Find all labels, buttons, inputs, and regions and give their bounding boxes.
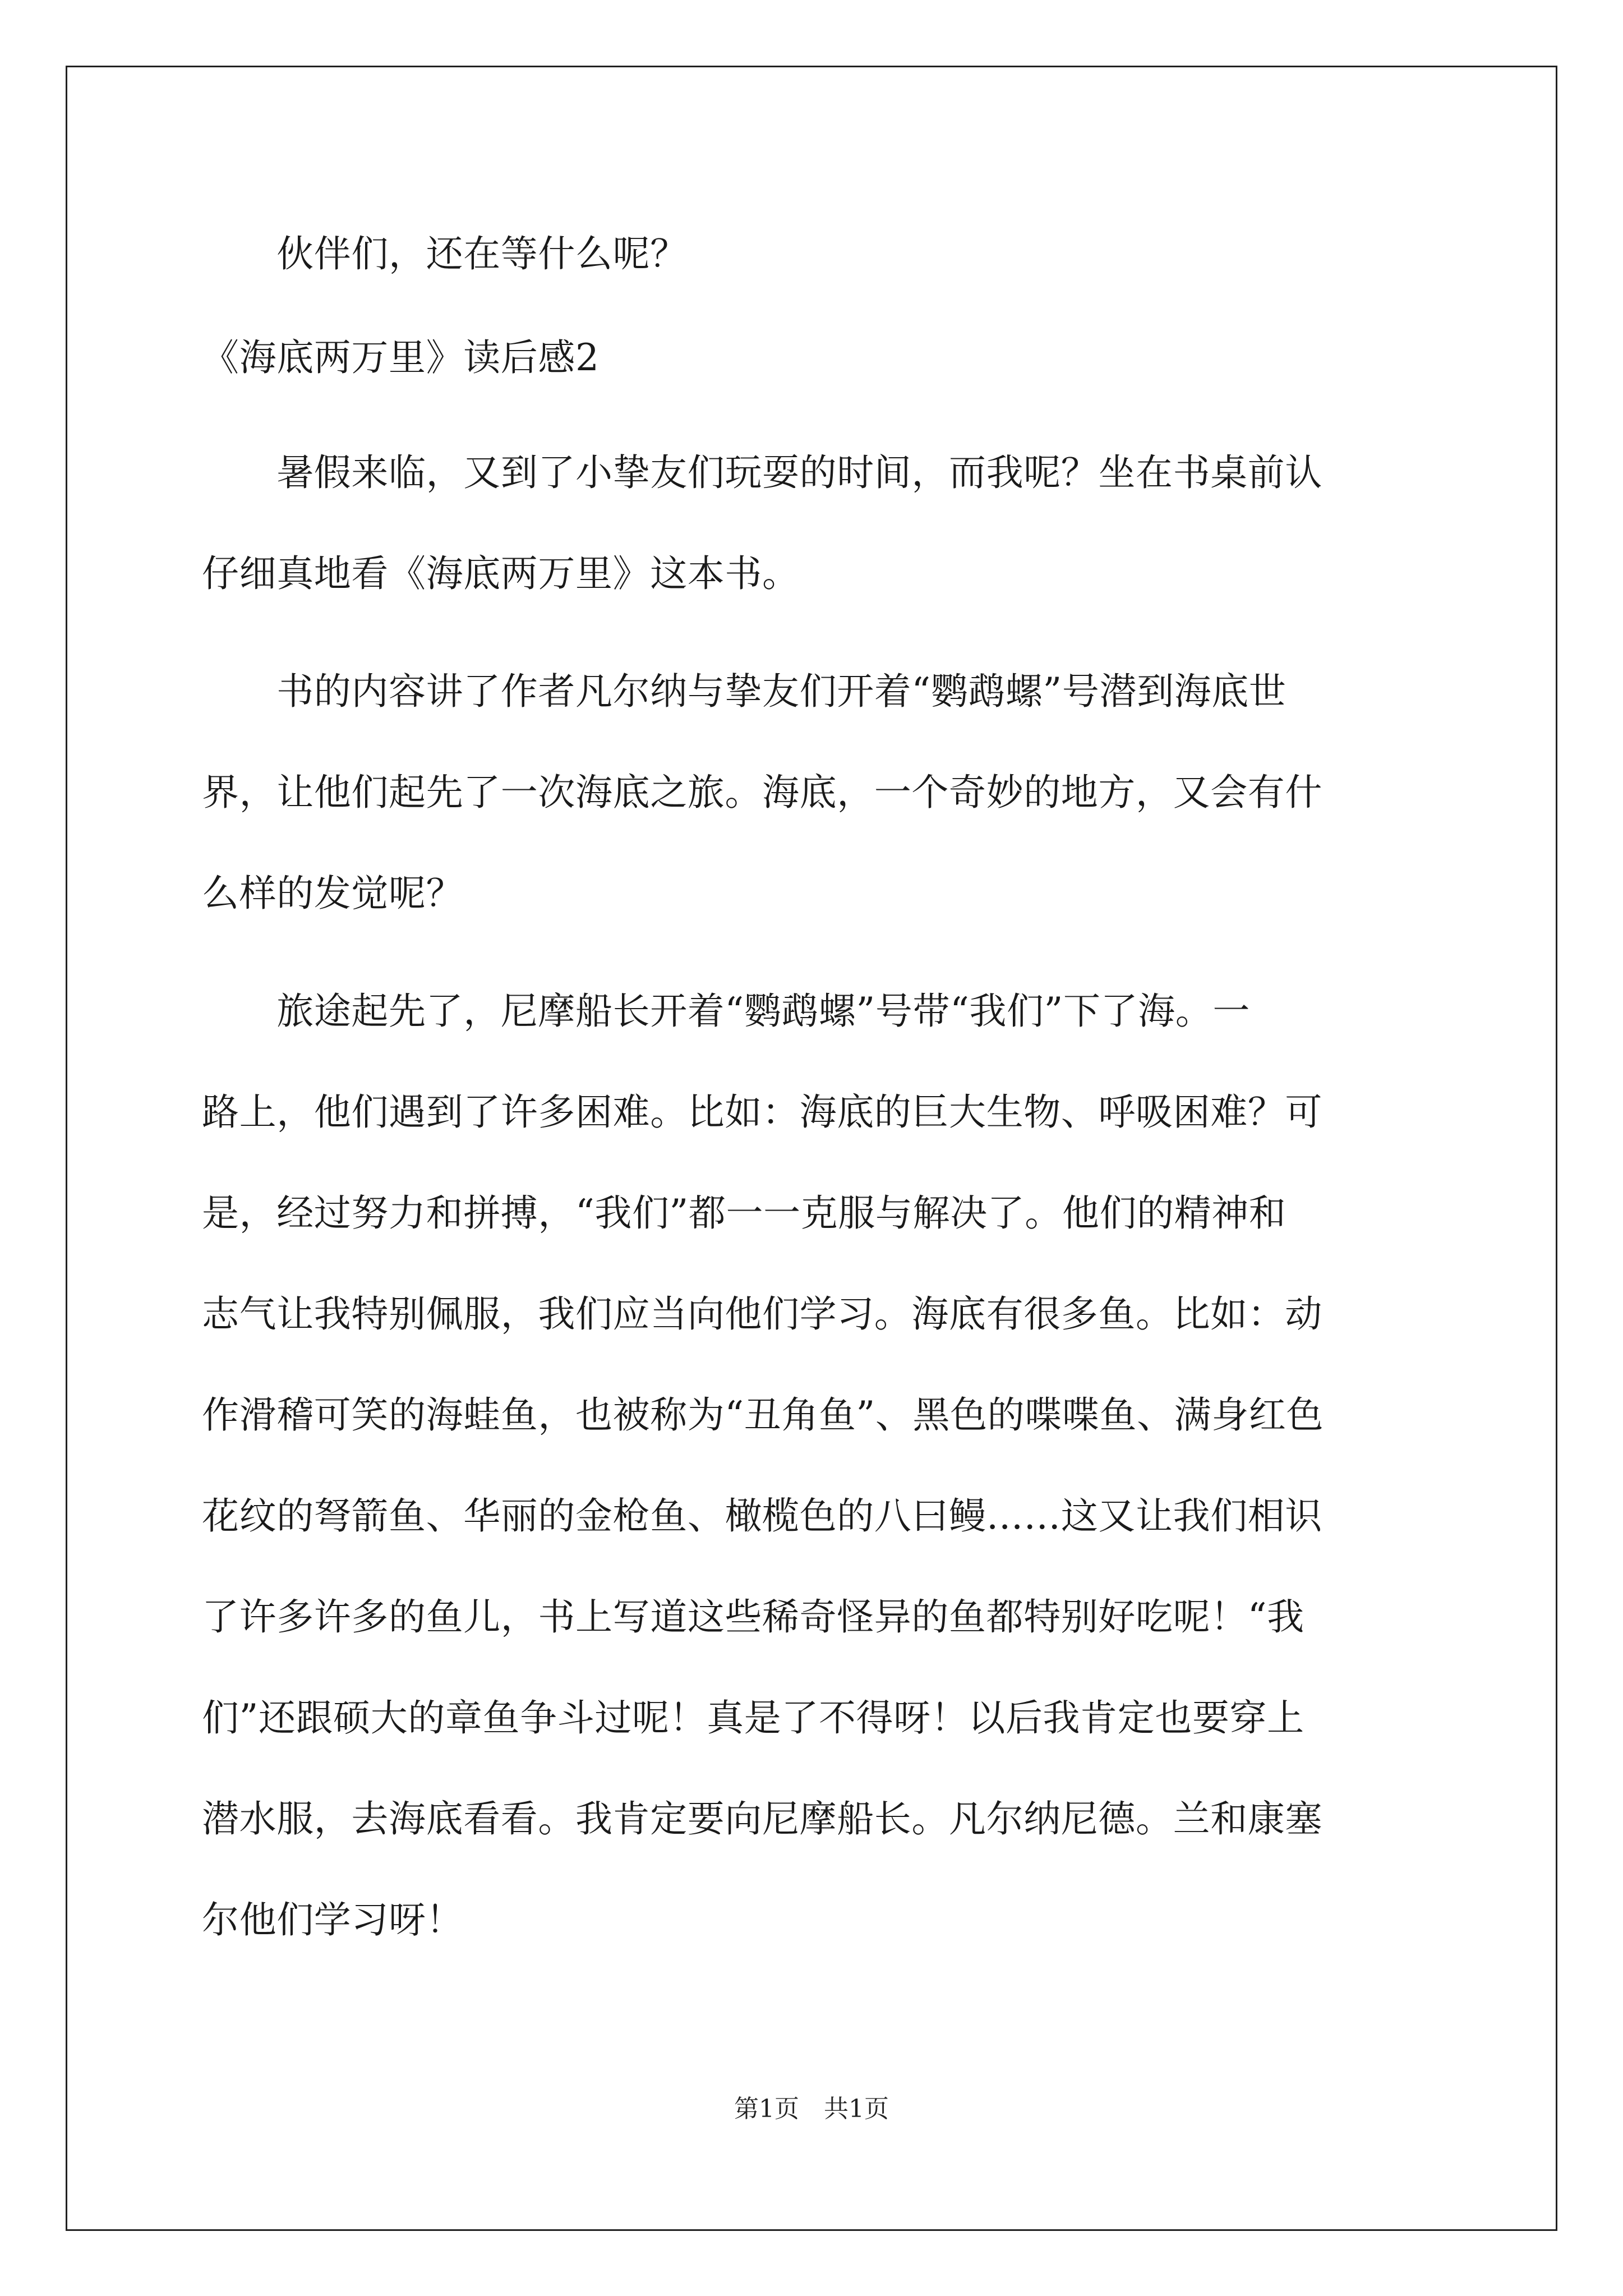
text-line: 了许多许多的鱼儿，书上写道这些稀奇怪异的鱼都特别好吃呢！“我	[202, 1595, 1304, 1639]
text-line: 志气让我特别佩服，我们应当向他们学习。海底有很多鱼。比如：动	[202, 1292, 1322, 1336]
text-line: 尔他们学习呀！	[202, 1898, 464, 1941]
text-line: 旅途起先了，尼摩船长开着“鹦鹉螺”号带“我们”下了海。一	[202, 990, 1250, 1033]
section-title: 《海底两万里》读后感2	[202, 336, 600, 379]
text-line: 么样的发觉呢？	[202, 872, 464, 915]
page-frame	[66, 66, 1557, 2231]
text-line: 路上，他们遇到了许多困难。比如：海底的巨大生物、呼吸困难？可	[202, 1091, 1322, 1134]
page-number-footer: 第1页 共1页	[734, 2095, 889, 2123]
text-line: 伙伴们，还在等什么呢？	[202, 232, 688, 275]
text-line: 潜水服，去海底看看。我肯定要向尼摩船长。凡尔纳尼德。兰和康塞	[202, 1797, 1322, 1841]
text-line: 仔细真地看《海底两万里》这本书。	[202, 552, 800, 595]
text-line: 书的内容讲了作者凡尔纳与挚友们开着“鹦鹉螺”号潜到海底世	[202, 670, 1287, 713]
text-line: 是，经过努力和拼搏，“我们”都一一克服与解决了。他们的精神和	[202, 1191, 1287, 1235]
text-line: 们”还跟硕大的章鱼争斗过呢！真是了不得呀！以后我肯定也要穿上	[202, 1696, 1304, 1740]
text-line: 暑假来临，又到了小挚友们玩耍的时间，而我呢？坐在书桌前认	[202, 451, 1322, 494]
text-line: 花纹的弩箭鱼、华丽的金枪鱼、橄榄色的八曰鳗……这又让我们相识	[202, 1494, 1322, 1538]
text-line: 界，让他们起先了一次海底之旅。海底，一个奇妙的地方，又会有什	[202, 771, 1322, 814]
text-line: 作滑稽可笑的海蛙鱼，也被称为“丑角鱼”、黑色的喋喋鱼、满身红色	[202, 1393, 1324, 1437]
